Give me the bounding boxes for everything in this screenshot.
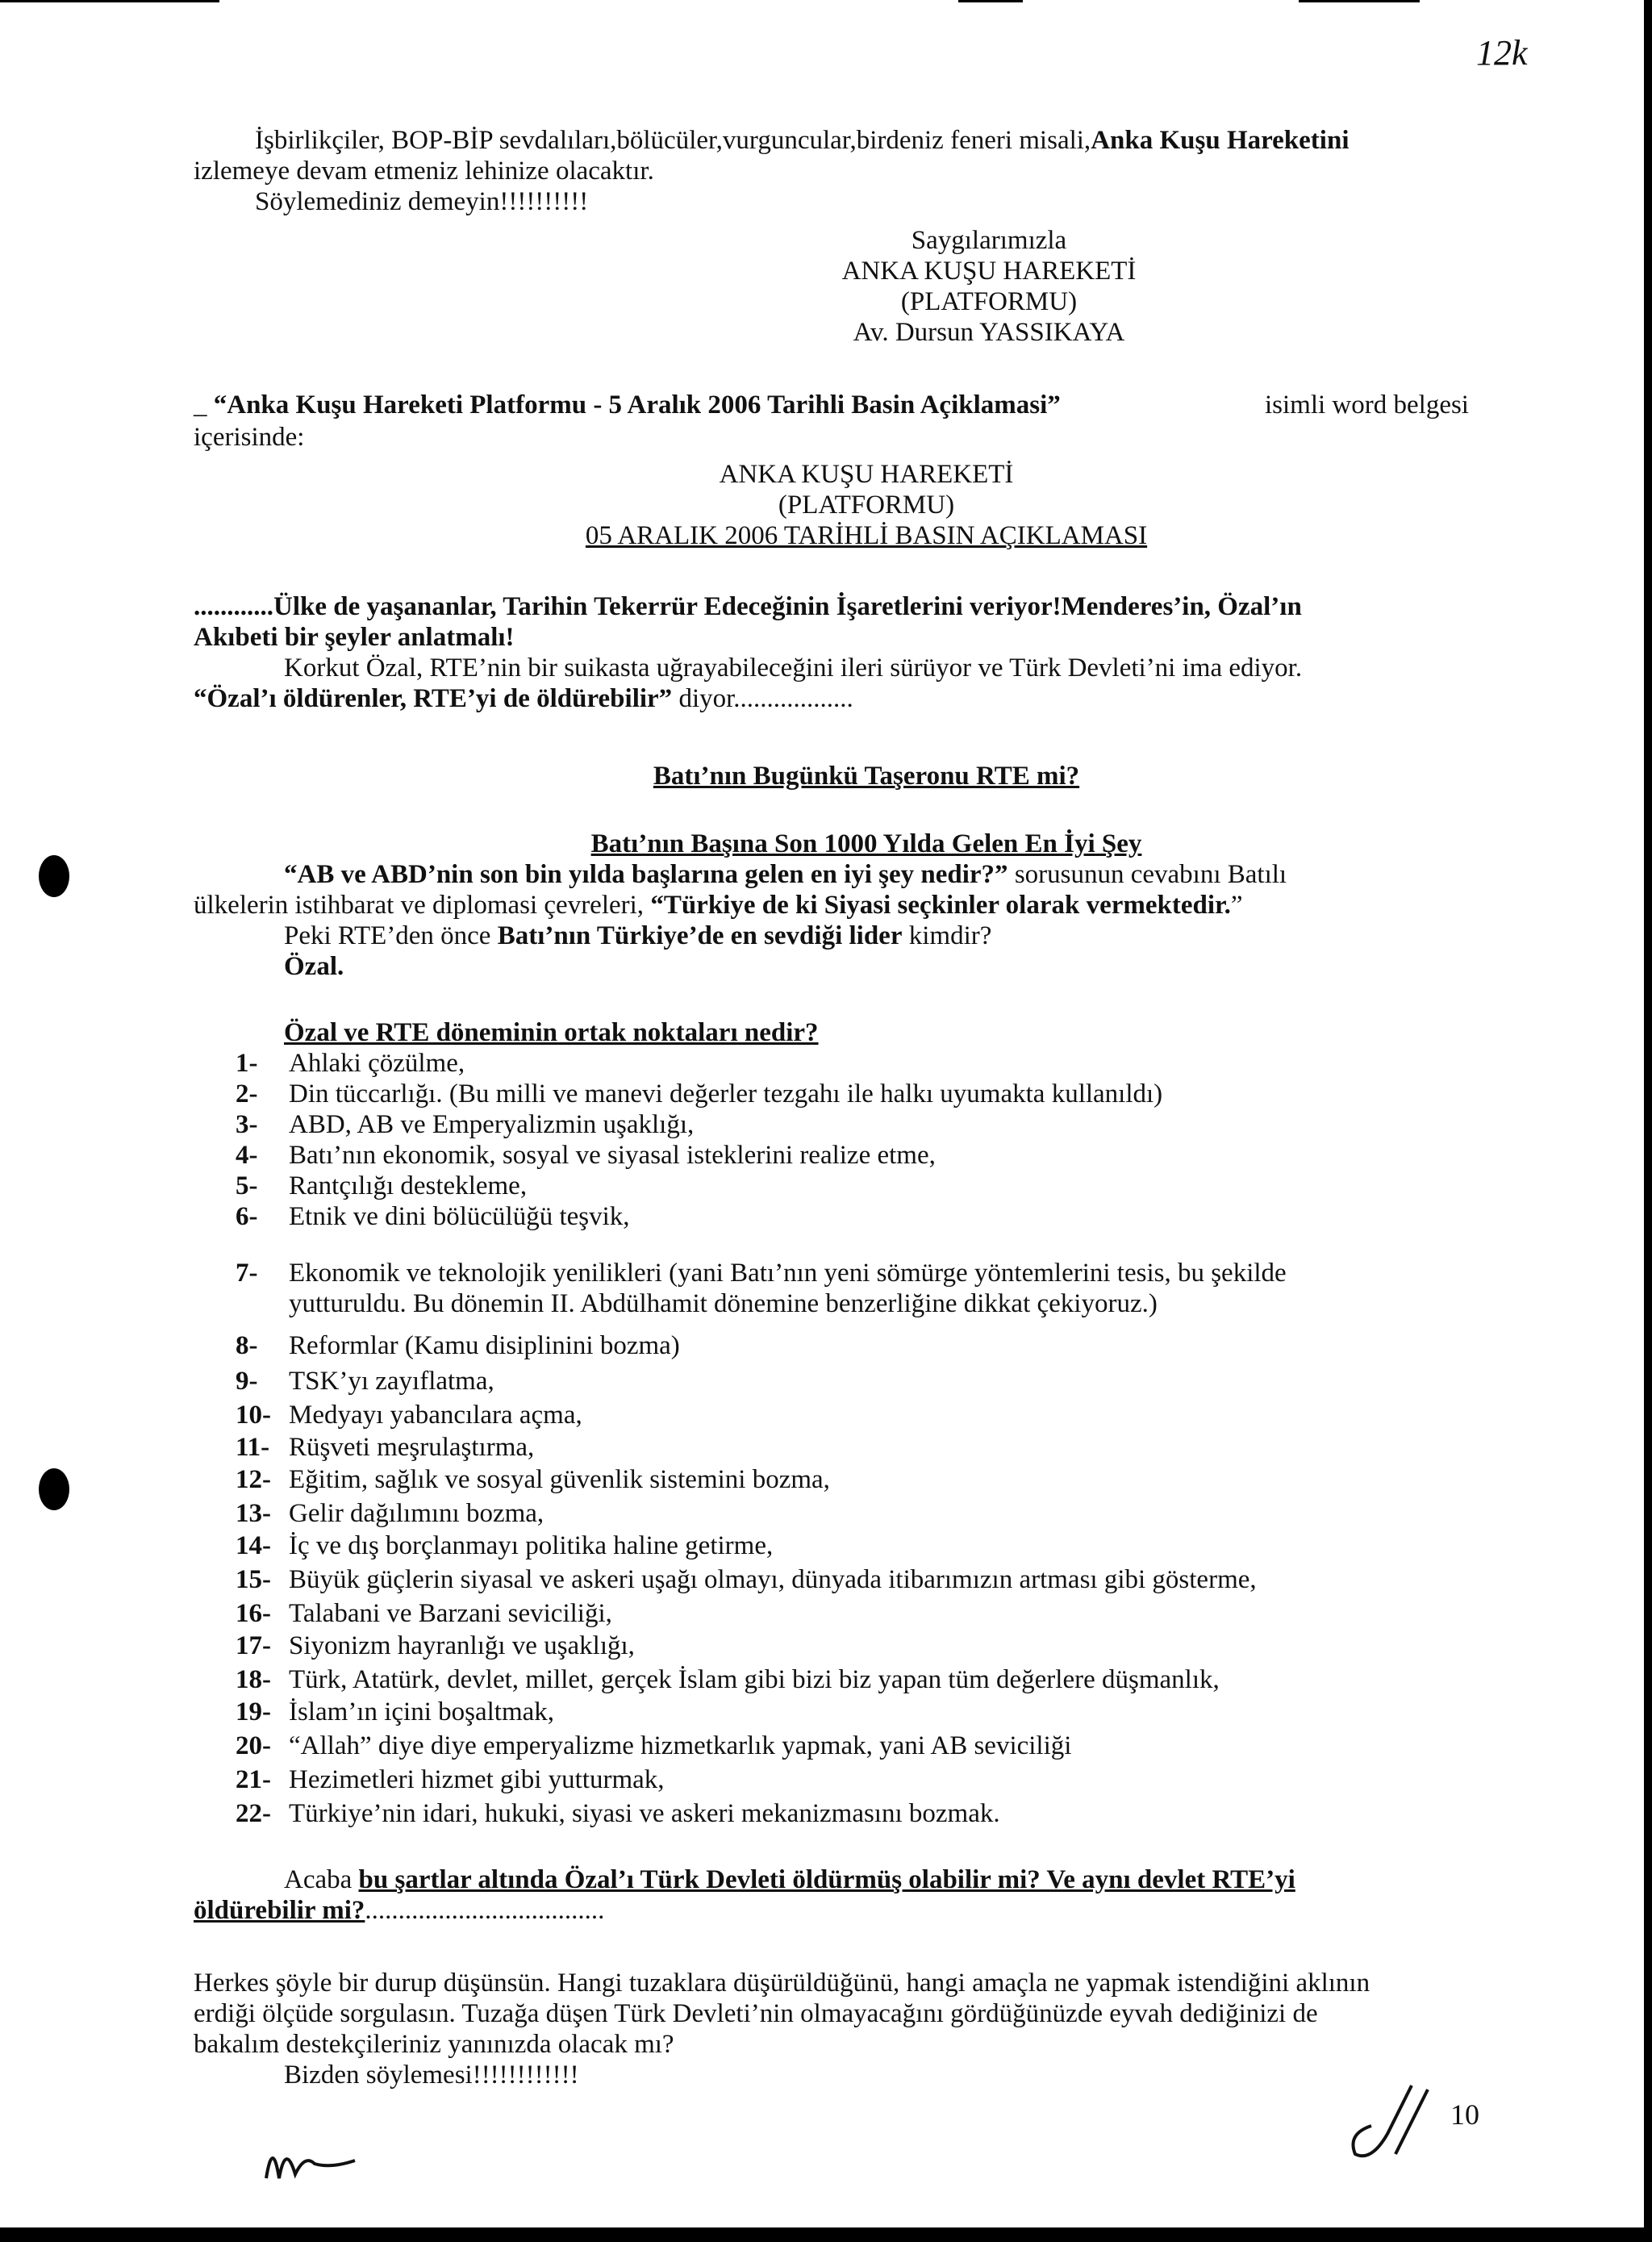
doc-header-org-sub: (PLATFORMU) xyxy=(778,491,955,520)
handwritten-initials-right xyxy=(1339,2077,1452,2179)
list-item: İç ve dış borçlanmayı politika haline getirme, xyxy=(289,1531,774,1560)
list-item: Ahlaki çözülme, xyxy=(289,1049,465,1078)
list-item-number: 15- xyxy=(236,1565,271,1594)
scan-border-bottom xyxy=(0,2227,1652,2242)
doc-ref-line-2: içerisinde: xyxy=(194,423,305,452)
list-item: Rantçılığı destekleme, xyxy=(289,1171,528,1200)
list-item-number: 18- xyxy=(236,1665,271,1694)
list-item: Etnik ve dini bölücülüğü teşvik, xyxy=(289,1202,630,1231)
handwritten-initials-left xyxy=(258,2122,371,2207)
intro-line-3: Söylemediniz demeyin!!!!!!!!!! xyxy=(255,187,589,216)
list-item-number: 7- xyxy=(236,1259,258,1288)
list-item: Eğitim, sağlık ve sosyal güvenlik sistemini bozma, xyxy=(289,1465,830,1494)
para2-line-2: ülkelerin istihbarat ve diplomasi çevreleri, “Türkiye de ki Siyasi seçkinler olarak vermektedir.” xyxy=(194,891,1243,920)
list-item: Gelir dağılımını bozma, xyxy=(289,1499,544,1528)
initials-scribble-icon xyxy=(258,2122,371,2194)
scan-top-line xyxy=(1299,0,1420,2)
list-item-number: 14- xyxy=(236,1531,271,1560)
doc-ref-suffix: isimli word belgesi xyxy=(1265,390,1469,420)
para1-line-3: Korkut Özal, RTE’nin bir suikasta uğrayabileceğini ileri sürüyor ve Türk Devleti’ni ima ediyor. xyxy=(284,653,1303,683)
list-item-number: 4- xyxy=(236,1141,258,1170)
intro-line-2: izlemeye devam etmeniz lehinize olacaktır. xyxy=(194,157,654,186)
doc-header-org: ANKA KUŞU HAREKETİ xyxy=(719,460,1014,489)
heading-1: Batı’nın Bugünkü Taşeronu RTE mi? xyxy=(653,762,1080,791)
para2-line-4: Özal. xyxy=(284,952,344,981)
scan-top-line xyxy=(958,0,1023,2)
closing-line-1: Herkes şöyle bir durup düşünsün. Hangi tuzaklara düşürüldüğünü, hangi amaçla ne yapmak istendiğini aklının xyxy=(194,1969,1370,1998)
list-item: Türkiye’nin idari, hukuki, siyasi ve askeri mekanizmasını bozmak. xyxy=(289,1799,1000,1828)
closing-line-2: erdiği ölçüde sorgulasın. Tuzağa düşen Türk Devleti’nin olmayacağını gördüğünüzde eyvah dediğinizi de xyxy=(194,1999,1318,2028)
list-item: Büyük güçlerin siyasal ve askeri uşağı olmayı, dünyada itibarımızın artması gibi gösterme, xyxy=(289,1565,1257,1594)
list-item-number: 19- xyxy=(236,1697,271,1726)
list-item: Reformlar (Kamu disiplinini bozma) xyxy=(289,1331,680,1360)
page-number: 10 xyxy=(1450,2098,1479,2131)
list-item-number: 8- xyxy=(236,1331,258,1360)
closing-line-4: Bizden söylemesi!!!!!!!!!!!! xyxy=(284,2060,579,2090)
corner-handwritten-mark: 12k xyxy=(1476,33,1528,73)
list-item-number: 16- xyxy=(236,1599,271,1628)
intro-line-1: İşbirlikçiler, BOP-BİP sevdalıları,bölücüler,vurguncular,birdeniz feneri misali,Anka Kuşu Hareketini xyxy=(255,126,1350,155)
list-item-number: 1- xyxy=(236,1049,258,1078)
list-item-number: 17- xyxy=(236,1631,271,1660)
list-item: ABD, AB ve Emperyalizmin uşaklığı, xyxy=(289,1110,695,1139)
list-item-number: 5- xyxy=(236,1171,258,1200)
list-item: Medyayı yabancılara açma, xyxy=(289,1401,582,1430)
question-line-1: Acaba bu şartlar altında Özal’ı Türk Devleti öldürmüş olabilir mi? Ve aynı devlet RTE’yi xyxy=(284,1865,1295,1894)
para2-line-3: Peki RTE’den önce Batı’nın Türkiye’de en sevdiği lider kimdir? xyxy=(284,921,992,950)
list-item-number: 10- xyxy=(236,1401,271,1430)
punch-hole xyxy=(39,1468,69,1510)
list-item: Talabani ve Barzani seviciliği, xyxy=(289,1599,612,1628)
list-item: Din tüccarlığı. (Bu milli ve manevi değerler tezgahı ile halkı uyumakta kullanıldı) xyxy=(289,1079,1163,1108)
signature-name: Av. Dursun YASSIKAYA xyxy=(853,318,1125,347)
list-item-continuation: yutturuldu. Bu dönemin II. Abdülhamit dönemine benzerliğine dikkat çekiyoruz.) xyxy=(289,1289,1158,1318)
list-item-number: 9- xyxy=(236,1367,258,1396)
list-item: TSK’yı zayıflatma, xyxy=(289,1367,494,1396)
list-item-number: 6- xyxy=(236,1202,258,1231)
list-item-number: 11- xyxy=(236,1433,270,1462)
para1-line-2: Akıbeti bir şeyler anlatmalı! xyxy=(194,623,515,652)
list-item: “Allah” diye diye emperyalizme hizmetkarlık yapmak, yani AB seviciliği xyxy=(289,1731,1072,1760)
closing-line-3: bakalım destekçileriniz yanınızda olacak mı? xyxy=(194,2030,674,2059)
para1-line-4: “Özal’ı öldürenler, RTE’yi de öldürebilir” diyor.................. xyxy=(194,684,853,713)
list-item: Hezimetleri hizmet gibi yutturmak, xyxy=(289,1765,665,1794)
initials-scribble-icon xyxy=(1339,2077,1452,2166)
para1-line-1: ............Ülke de yaşananlar, Tarihin Tekerrür Edeceğinin İşaretlerini veriyor!Menderes’in, Özal’ın xyxy=(194,592,1302,621)
list-item-number: 3- xyxy=(236,1110,258,1139)
list-item: Ekonomik ve teknolojik yenilikleri (yani Batı’nın yeni sömürge yöntemlerini tesis, bu şekilde xyxy=(289,1259,1287,1288)
signature-org-sub: (PLATFORMU) xyxy=(900,287,1078,316)
punch-hole xyxy=(39,855,69,897)
scan-top-line xyxy=(0,0,219,2)
list-heading: Özal ve RTE döneminin ortak noktaları nedir? xyxy=(284,1018,819,1047)
list-item: İslam’ın içini boşaltmak, xyxy=(289,1697,555,1726)
doc-ref-line-1: _ “Anka Kuşu Hareketi Platformu - 5 Aralık 2006 Tarihli Basin Açiklamasi” xyxy=(194,390,1061,420)
signature-org: ANKA KUŞU HAREKETİ xyxy=(841,257,1137,286)
question-line-2: öldürebilir mi?.................................... xyxy=(194,1896,605,1925)
list-item-number: 13- xyxy=(236,1499,271,1528)
list-item-number: 21- xyxy=(236,1765,271,1794)
doc-header-title: 05 ARALIK 2006 TARİHLİ BASIN AÇIKLAMASI xyxy=(585,521,1148,550)
signature-greeting: Saygılarımızla xyxy=(911,226,1067,255)
list-item-number: 2- xyxy=(236,1079,258,1108)
list-item-number: 12- xyxy=(236,1465,271,1494)
list-item-number: 22- xyxy=(236,1799,271,1828)
list-item: Rüşveti meşrulaştırma, xyxy=(289,1433,535,1462)
list-item: Türk, Atatürk, devlet, millet, gerçek İslam gibi bizi biz yapan tüm değerlere düşmanlık, xyxy=(289,1665,1220,1694)
list-item: Siyonizm hayranlığı ve uşaklığı, xyxy=(289,1631,635,1660)
para2-line-1: “AB ve ABD’nin son bin yılda başlarına gelen en iyi şey nedir?” sorusunun cevabını Batılı xyxy=(284,860,1287,889)
heading-2: Batı’nın Başına Son 1000 Yılda Gelen En İyi Şey xyxy=(590,829,1142,858)
list-item: Batı’nın ekonomik, sosyal ve siyasal isteklerini realize etme, xyxy=(289,1141,936,1170)
list-item-number: 20- xyxy=(236,1731,271,1760)
